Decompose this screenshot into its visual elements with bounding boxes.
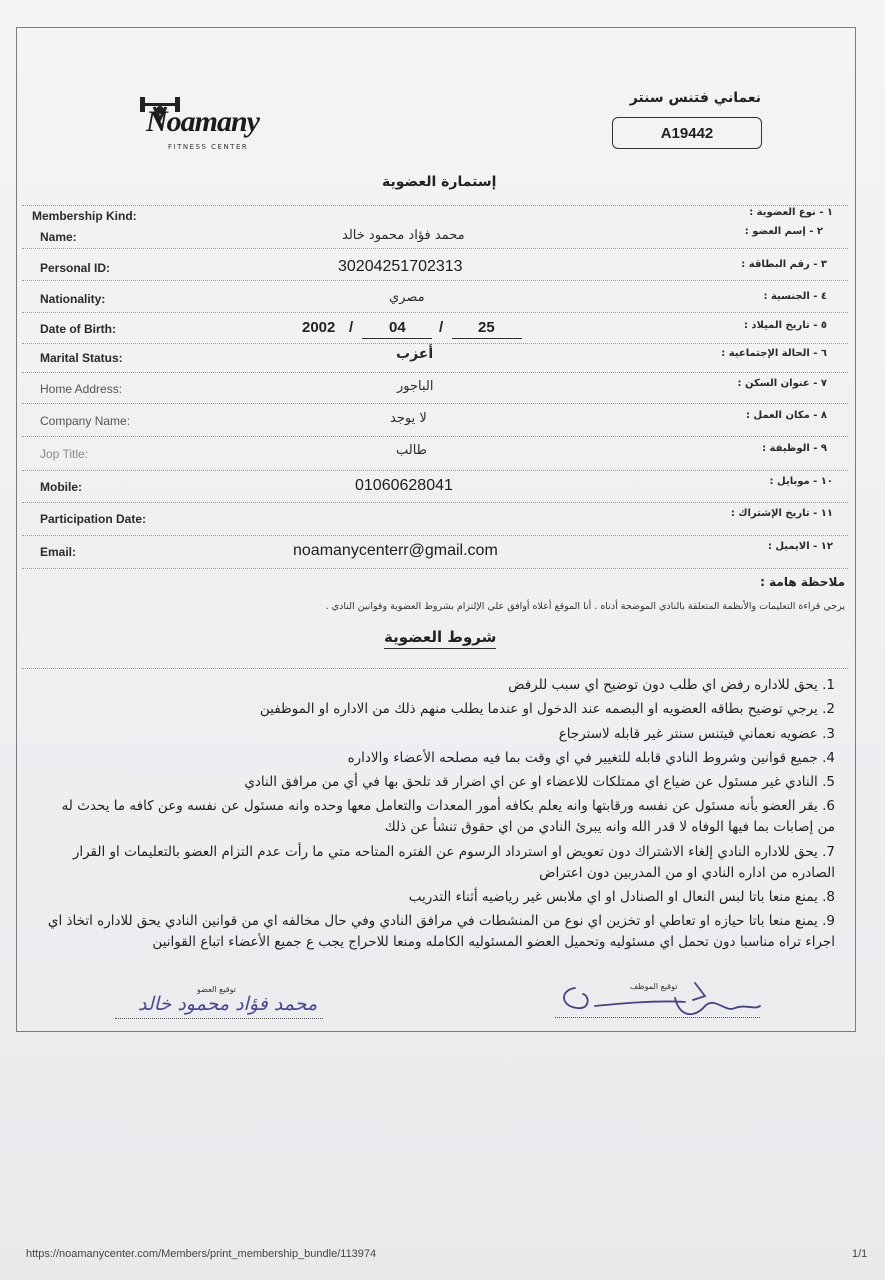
employee-signature-label: توقيع الموظف — [630, 982, 678, 991]
dob-month-line — [362, 338, 432, 339]
term-item: 4. جميع قوانين وشروط النادي قابله للتغيير في اي وقت بما فيه مصلحه الأعضاء والاداره — [347, 749, 835, 766]
form-title: إستمارة العضوية — [382, 174, 497, 190]
note-text: يرجي قراءة التعليمات والأنظمة المتعلقة بالنادي الموضحة أدناه . أنا الموقع أعلاه أوافق علي الإلتزام بشروط العضوية وقوانين النادي . — [325, 601, 845, 612]
label-home-address: Home Address: — [40, 382, 123, 396]
term-item: 9. يمنع منعا باتا حيازه او تعاطي او تخزين اي نوع من المنشطات في مرافق النادي وفي حال مخالفه اي من قوانين النادي يحق للاداره اتخاذ اي اجراء تراه مناسبا دون تحمل اي مسئوليه وتحميل العضو المسئوليه الكامله ومنعا للاحراج يجب ع جميع الأعضاء اتباع القوانين — [47, 913, 835, 951]
separator — [22, 436, 848, 437]
label-marital-status: Marital Status: — [40, 351, 123, 365]
label-ar-date-of-birth: ٥ - تاريخ الميلاد : — [743, 320, 827, 331]
label-job-title: Jop Title: — [40, 447, 89, 461]
label-date-of-birth: Date of Birth: — [40, 322, 116, 336]
separator — [22, 403, 848, 404]
separator — [22, 205, 848, 206]
separator — [22, 280, 848, 281]
dob-year: 2002 — [302, 319, 336, 336]
club-name-arabic: نعماني فتنس سنتر — [629, 90, 761, 106]
separator — [22, 248, 848, 249]
value-home-address: الباجور — [397, 379, 434, 394]
value-nationality: مصري — [389, 290, 425, 305]
label-email: Email: — [40, 545, 77, 559]
label-participation-date: Participation Date: — [40, 512, 147, 526]
label-personal-id: Personal ID: — [40, 261, 111, 275]
separator — [22, 502, 848, 503]
separator — [22, 343, 848, 344]
separator — [22, 470, 848, 471]
label-ar-email: ١٢ - الايميل : — [767, 541, 833, 552]
member-code: A19442 — [660, 124, 714, 142]
label-nationality: Nationality: — [40, 292, 106, 306]
logo-subtitle: FITNESS CENTER — [168, 143, 249, 151]
terms-list — [40, 675, 835, 957]
value-personal-id: 30204251702313 — [338, 258, 463, 275]
term-item: 5. النادي غير مسئول عن ضياع اي ممتلكات للاعضاء او عن اي اضرار قد تلحق بها في أي من مرافق النادي — [244, 774, 835, 791]
footer-url: https://noamanycenter.com/Members/print_membership_bundle/113974 — [26, 1248, 377, 1260]
separator — [22, 535, 848, 536]
label-ar-company-name: ٨ - مكان العمل : — [746, 410, 827, 421]
label-ar-membership-kind: ١ - نوع العضوية : — [749, 207, 833, 218]
term-item: 8. يمنع منعا باتا لبس النعال او الصنادل او اي ملابس غير رياضيه أثناء التدريب — [408, 889, 835, 906]
term-item: 7. يحق للاداره النادي إلغاء الاشتراك دون تعويض او استرداد الرسوم عن الفتره المتاحه متي ما رأت عدم التزام العضو بالتعليمات او القرار الصادره من اداره النادي او من المدربين دون اعتراض — [72, 843, 835, 881]
page-number: 1/1 — [852, 1248, 868, 1260]
value-company-name: لا يوجد — [390, 411, 427, 426]
logo-wordmark: Noamany — [146, 105, 259, 138]
value-name: محمد فؤاد محمود خالد — [342, 228, 465, 243]
label-ar-personal-id: ٣ - رقم البطاقة : — [741, 259, 827, 270]
value-job-title: طالب — [396, 443, 428, 458]
label-ar-participation-date: ١١ - تاريخ الإشتراك : — [730, 508, 833, 519]
label-ar-home-address: ٧ - عنوان السكن : — [737, 378, 827, 389]
dob-separator: / — [349, 319, 354, 336]
member-signature-line — [115, 1018, 323, 1019]
term-item: 1. يحق للاداره رفض اي طلب دون توضيح اي سبب للرفض — [508, 677, 835, 693]
member-signature-label: توقيع العضو — [197, 985, 236, 994]
label-ar-mobile: ١٠ - موبايل : — [769, 476, 833, 487]
value-marital-status: أعزب — [396, 346, 434, 362]
label-company-name: Company Name: — [40, 414, 131, 428]
dob-month: 04 — [389, 319, 406, 336]
club-logo — [136, 95, 266, 157]
label-membership-kind: Membership Kind: — [32, 209, 137, 223]
terms-title: شروط العضوية — [384, 628, 496, 649]
label-name: Name: — [40, 230, 77, 244]
separator — [22, 668, 848, 669]
separator — [22, 372, 848, 373]
label-ar-name: ٢ - إسم العضو : — [744, 226, 823, 237]
member-code-box — [612, 117, 762, 149]
label-ar-job-title: ٩ - الوظيفة : — [762, 443, 827, 454]
separator — [22, 568, 848, 569]
employee-signature-line — [555, 1017, 760, 1018]
label-ar-nationality: ٤ - الجنسية : — [763, 291, 827, 302]
dob-day-line — [452, 338, 522, 339]
value-email: noamanycenterr@gmail.com — [293, 542, 498, 559]
separator — [22, 312, 848, 313]
label-ar-marital-status: ٦ - الحالة الإجتماعية : — [721, 348, 827, 359]
label-mobile: Mobile: — [40, 480, 82, 494]
term-item: 3. عضويه نعماني فيتنس سنتر غير قابله لاسترجاع — [558, 725, 835, 742]
dob-separator: / — [439, 319, 444, 336]
value-mobile: 01060628041 — [355, 477, 453, 494]
employee-signature — [555, 978, 770, 1028]
term-item: 6. يقر العضو بأنه مسئول عن نفسه ورقابتها وانه يعلم بكافه أمور المعدات والتعامل معها وحده وانه مسئول عن نفسه وعن كافه ما يحدث له من إصابات بما فيها الوفاه لا قدر الله وانه يبرئ النادي من اي حقوق تنشأ عن ذلك — [61, 798, 835, 836]
member-signature: محمد فؤاد محمود خالد — [138, 993, 318, 1015]
term-item: 2. يرجي توضيح بطاقه العضويه او البصمه عند الدخول او عندما يطلب منهم ذلك من الاداره او الموظفين — [259, 701, 835, 718]
dob-day: 25 — [478, 319, 495, 336]
note-title: ملاحظة هامة : — [760, 575, 845, 589]
